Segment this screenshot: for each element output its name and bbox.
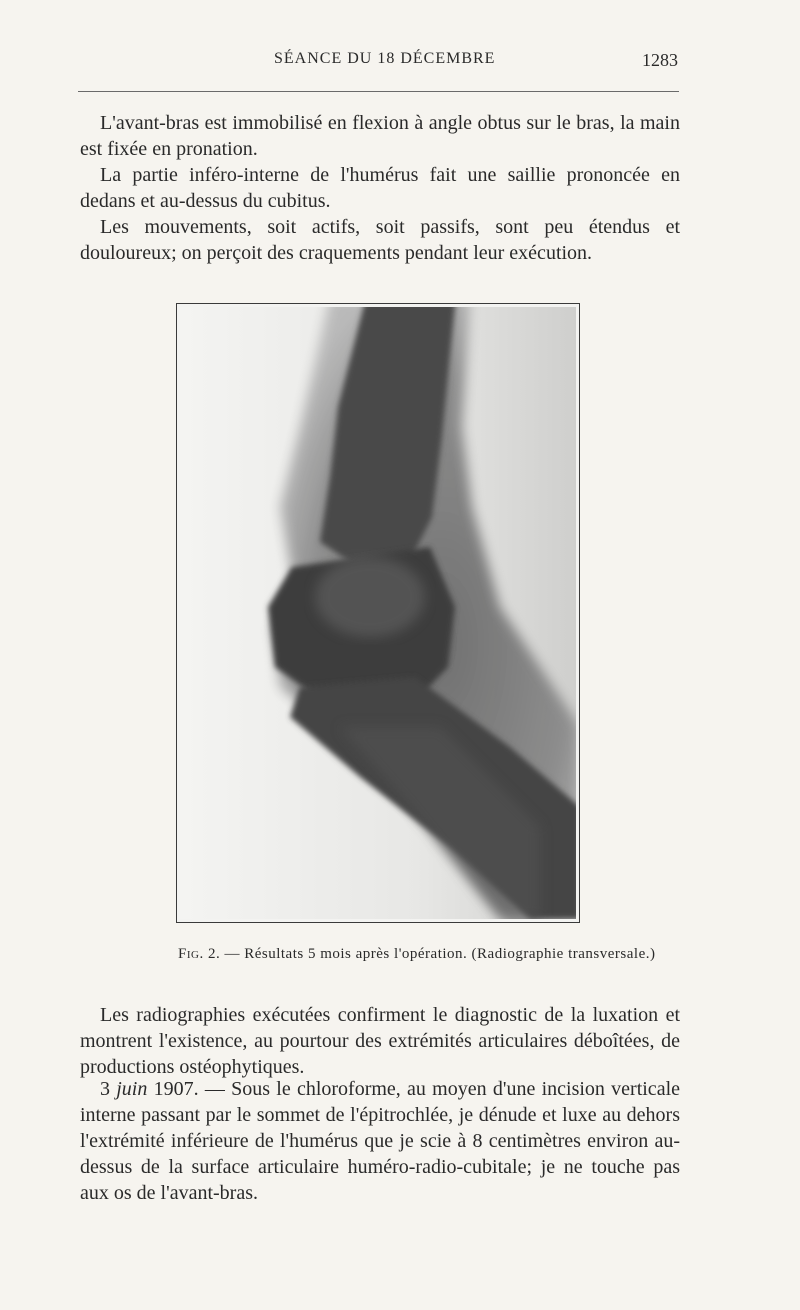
paragraph-3: Les mouvements, soit actifs, soit passifs, sont peu étendus et douloureux; on perçoit des craquements pendant leur exécution. [80, 216, 680, 264]
figure-caption-text: — Résultats 5 mois après l'opération. (Radiographie transversale.) [224, 946, 656, 962]
paragraph-4: Les radiographies exécutées confirment le diagnostic de la luxation et montrent l'existence, au pourtour des extrémités articulaires déboîtées, de productions ostéophytiques. [80, 1004, 680, 1078]
date-year: 1907. [153, 1078, 199, 1100]
paragraph-5 [80, 1076, 680, 1206]
paragraph-1: L'avant-bras est immobilisé en flexion à angle obtus sur le bras, la main est fixée en pronation. [80, 112, 680, 160]
running-head [78, 50, 678, 72]
header-rule [78, 91, 679, 92]
page-number: 1283 [642, 50, 678, 70]
radiograph-figure [176, 303, 580, 923]
figure-label: Fig. 2. [178, 946, 221, 962]
running-title: SÉANCE DU 18 DÉCEMBRE [274, 50, 496, 67]
figure-caption [178, 946, 698, 968]
paragraph-2: La partie inféro-interne de l'humérus fait une saillie prononcée en dedans et au-dessus du cubitus. [80, 164, 680, 212]
paragraph-5-text: — Sous le chloroforme, au moyen d'une incision verticale interne passant par le sommet de l'épitrochlée, je dénude et luxe au dehors l'extrémité inférieure de l'humérus que je scie à 8 centimètres environ au-dessus de la surface articulaire huméro-radio-cubitale; je ne touche pas aux os de l'avant-bras. [80, 1078, 680, 1204]
date-month: juin [116, 1078, 148, 1100]
date-day: 3 [100, 1078, 110, 1100]
radiograph-image [180, 307, 576, 919]
